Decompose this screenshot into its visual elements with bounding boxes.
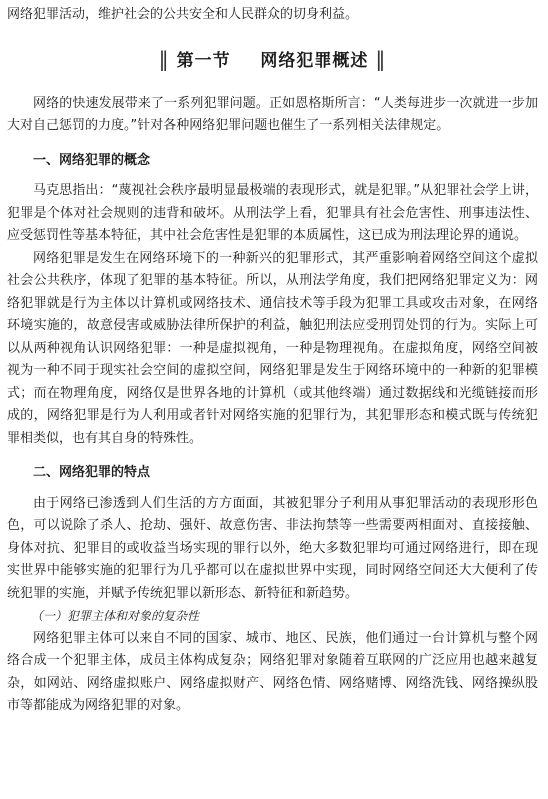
features-paragraph-1: 由于网络已渗透到人们生活的方方面面，其被犯罪分子利用从事犯罪活动的表现形形色色，可以说除了杀人、抢劫、强奸、故意伤害、非法拘禁等一些需要两相面对、直接接触、身体对抗、犯罪目的或收益当场实现的罪行以外，绝大多数犯罪均可通过网络进行，即在现实世界中能够实施的犯罪行为几乎都可以在虚拟世界中实现，同时网络空间还大大便利了传统犯罪的实施，并赋予传统犯罪以新形态、新特征和新趋势。 — [7, 495, 538, 601]
section-number: 第一节 — [176, 50, 231, 71]
lead-paragraph: 网络犯罪活动，维护社会的公共安全和人民群众的切身利益。 — [7, 7, 359, 22]
title-bar-right: ‖ — [375, 46, 387, 71]
heading-concept: 一、网络犯罪的概念 — [33, 152, 151, 168]
section-title — [7, 47, 538, 73]
heading-features: 二、网络犯罪的特点 — [33, 465, 151, 480]
concept-paragraph-2: 网络犯罪是发生在网络环境下的一种新兴的犯罪形式，其严重影响着网络空间这个虚拟社会公共秩序，体现了犯罪的基本特征。所以，从刑法学角度，我们把网络犯罪定义为：网络犯罪就是行为主体以计算机或网络技术、通信技术等手段为犯罪工具或攻击对象，在网络环境实施的，故意侵害或威胁法律所保护的利益，触犯刑法应受刑罚处罚的行为。实际上可以从两种视角认识网络犯罪：一种是虚拟视角，一种是物理视角。在虚拟角度，网络空间被视为一种不同于现实社会空间的虚拟空间，网络犯罪是发生于网络环境中的一种新的犯罪模式；而在物理角度，网络仅是世界各地的计算机（或其他终端）通过数据线和光缆链接而形成的，网络犯罪是行为人利用或者针对网络实施的犯罪行为，其犯罪形态和模式既与传统犯罪相类似，也有其自身的特殊性。 — [7, 250, 538, 446]
section-heading: 网络犯罪概述 — [260, 50, 369, 71]
title-bar-left: ‖ — [158, 46, 170, 71]
subheading-complexity: （一）犯罪主体和对象的复杂性 — [31, 609, 200, 623]
features-paragraph-2: 网络犯罪主体可以来自不同的国家、城市、地区、民族，他们通过一台计算机与整个网络合成一个犯罪主体，成员主体构成复杂；网络犯罪对象随着互联网的广泛应用也越来越复杂，如网站、网络虚拟账户、网络虚拟财产、网络色情、网络赌博、网络洗钱、网络操纵股市等都能成为网络犯罪的对象。 — [7, 630, 538, 713]
concept-paragraph-1: 马克思指出：“蔑视社会秩序最明显最极端的表现形式，就是犯罪。”从犯罪社会学上讲，犯罪是个体对社会规则的违背和破坏。从刑法学上看，犯罪具有社会危害性、刑事违法性、应受惩罚性等基本特征，其中社会危害性是犯罪的本质属性，这已成为刑法理论界的通说。 — [7, 183, 538, 243]
intro-paragraph: 网络的快速发展带来了一系列犯罪问题。正如恩格斯所言：“人类每进步一次就进一步加大对自己惩罚的力度。”针对各种网络犯罪问题也催生了一系列相关法律规定。 — [7, 95, 538, 133]
